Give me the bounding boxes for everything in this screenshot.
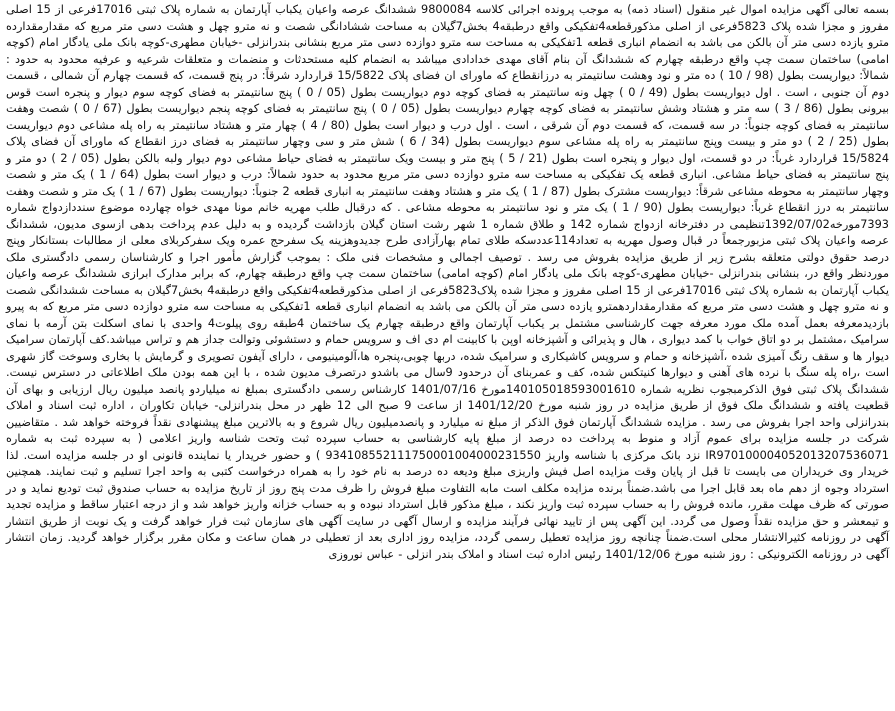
auction-notice-text: بسمه تعالی آگهی مزایده اموال غیر منقول (اسناد ذمه) به موجب پرونده اجرائی کلاسه 9800084 ششدانگ عرصه واعیان یکباب آپارتمان به شماره پلاک ثبتی 17016فرعی از 15 اصلی مفروز و مجزا شده پلاک 5823فرعی از اصلی مذکورقطعه4تفکیکی واقع درطبقه4 بخش7گیلان به مساحت ششادانگی شصت و نه مترو چهل و هشت دسی متر مربع که مقدارمقدارده مترو یازده دسی متر آن بالکن می باشد به انضمام انباری قطعه 1تفکیکی به مساحت سه مترو دوازده دسی متر مربع بنشانی بندرانزلی -خیابان مطهری-کوچه بانک ملی یادگار امام (کوچه امامی) ساختمان سمت چپ واقع درطبقه چهارم که ششدانگ آن بنام آقای مهدی خدادادی میباشد به انضمام کلیه مستحدثات و منضمات و متعلقات شرعیه و عرفیه محدود به حدود : شمالاً: دیواریست بطول (98 / 10 ) ده متر و نود وهشت سانتیمتر به درزانقطاع که ماورای ان فضای پلاک 15/5822 قراردارد شرقاً: در پنج قسمت، که قسمت چهارم آن شمالی ، قسمت دوم آن جنوبی ، است . اول دیواریست بطول (49 / 0 ) چهل ونه سانتیمتر به فضای کوچه دوم دیواریست بطول (05 / 0 ) پنج سانتیمتر به فضای کوچه سوم دیوار و پنجره است قوس بیرونی بطول (86 / 3 ) سه متر و هشتاد وشش سانتیمتر به فضای کوچه چهارم دیواریست بطول (05 / 0 ) پنج سانتیمتر به فضای کوچه پنجم دیواریست بطول (67 / 0 ) شصت وهفت سانتیمتر به فضای کوچه جنوباً: در سه قسمت، که قسمت دوم آن شرقی ، است . اول درب و دیوار است بطول (80 / 4 ) چهار متر و هشتاد سانتیمتر به راه پله مشاعی دوم دیواریست بطول (25 / 2 ) دو متر و بیست وپنج سانتیمتر به راه پله مشاعی سوم دیواریست بطول (34 / 6 ) شش متر و سی وچهار سانتیمتر به فضای درز انقطاع که ماورای آن فضای پلاک 15/5824 قراردارد غرباً: در دو قسمت، اول دیوار و پنجره است بطول (21 / 5 ) پنج متر و بیست ویک سانتیمتر به فضای حیاط مشاعی دوم دیوار ولبه بالکن بطول (05 / 2 ) دو متر و پنج سانتیمتر به فضای حیاط مشاعی. انباری قطعه یک تفکیکی به مساحت سه مترو دوازده دسی متر مربع محدود به حدود شمالاً: درب و دیوار است بطول (64 / 1 ) یک متر و شصت وچهار سانتیمتر به محوطه مشاعی شرقاً: دیواریست مشترک بطول (87 / 1 ) یک متر و هشتاد وهفت سانتیمتر به انباری قطعه 2 جنوباً: دیواریست بطول (67 / 1 ) یک متر و شصت وهفت سانتیمتر به درز انقطاع غرباً: دیواریست بطول (90 / 1 ) یک متر و نود سانتیمتر به محوطه مشاعی . که درقبال طلب مهریه خانم مونا مهدی خواه چهارده موضوع سنددازدواج شماره 7393مورخه1392/07/02تنظیمی در دفترخانه ازدواج شماره 142 و طلاق شماره 1 شهر رشت استان گیلان بازداشت گردیده و به دلیل عدم پرداخت بدهی ازسوی مدیون، ششدانگ عرصه واعیان پلاک ثبتی مزبورجمعاً در قبال وصول مهریه به تعداد114عددسکه طلای تمام بهارآزادی طرح جدیدوهزینه یک سفرحج عمره ویک سفرکربلای معلی از مطالبات بستانکار وپنج درصد حقوق دولتی متعلقه بشرح زیر از طریق مزایده بفروش می رسد . توصیف اجمالی و مشخصات فنی ملک : بموجب گزارش مأمور اجرا و کارشناسان رسمی دادگستری ملک موردنظر واقع در، بنشانی بندرانزلی -خیابان مطهری-کوچه بانک ملی یادگار امام (کوچه امامی) ساختمان سمت چپ واقع درطبقه چهارم، که برابر مدارک ابرازی ششدانگ عرصه واعیان یکباب آپارتمان به شماره پلاک ثبتی 17016فرعی از 15 اصلی مفروز و مجزا شده پلاک5823فرعی از اصلی مذکورقطعه4تفکیکی واقع درطبقه4 بخش7گیلان به مساحت ششدانگی شصت و نه مترو چهل و هشت دسی متر مربع که مقدارمقداردهمترو یازده دسی متر آن بالکن می باشد به انضمام انباری قطعه 1تفکیکی به مساحت سه مترو دوازده دسی متر مربع که به پیرو بازدیدمعرفه بعمل آمده ملک مورد معرفه جهت کارشناسی مشتمل بر یکباب آپارتمان واقع درطبقه چهارم یک ساختمان 4طبقه روی پیلوت4 واحدی با نمای اسکلت بتن آرمه با نمای سرامیک ،مشتمل بر دو اتاق خواب با کمد دیواری ، هال و پذیرائی و آشپزخانه اوپن با کابینت ام دی اف و سرویس حمام و دستشوئی وتوالت جداز هم و تراس میباشد.کف آپارتمان سرامیک دیوار ها و سقف رنگ آمیزی شده ،آشپزخانه و حمام و سرویس کاشیکاری و سرامیک شده، دربها چوبی،پنجره ها،آلومینیومی ، دارای آیفون تصویری و گرمایش با بخاری وسوخت گاز شهری است ،راه پله سنگ با نرده های آهنی و دیوارها کنیتکس شده، کف و عمربنای آن درحدود 9سال می باشدو درتصرف مدیون شده ، با این همه بودن ملک اطلاعاتی در دسترس نیست. ششدانگ پلاک ثبتی فوق الذکرمبجوب نظریه شماره 140105018593001610مورخ 1401/07/16 کارشناس رسمی دادگستری بمبلغ نه میلیاردو پانصد میلیون ریال ارزیابی و بهای آن قطعیت یافته و ششدانگ ملک فوق از طریق مزایده در روز شنبه مورخ 1401/12/20 از ساعت 9 صبح الی 12 ظهر در محل بندرانزلی- خیابان تکاوران ، اداره ثبت اسناد و املاک بندرانزلی واحد اجرا بفروش می رسد . مزایده ششدانگ آپارتمان فوق الذکر از مبلغ نه میلیارد و پانصدمیلیون ریال شروع و به بالاترین مبلغ پیشنهادی نقداً فروخته خواهد شد . متقاضیین شرکت در جلسه مزایده برای عموم آزاد و منوط به پرداخت ده درصد از مبلغ پایه کارشناسی به حساب سپرده ثبت وتحت شناسه واریز اعلامی ( به سپرده ثبت به شماره IR970100004052013207536071 نزد بانک مرکزی با شناسه واریز 934108552111750001004000231550 ) و حضور خریدار یا نماینده قانونی او در جلسه مزایده است. لذا خریدار وی خریداران می بایست تا قبل از پایان وقت مزایده اصل فیش واریزی مبلغ ودیعه ده درصد به نام خود را به همراه درخواست کتبی به واحد اجرا تسلیم و ثبت نمایند. همچنین استرداد وجوه از دهم ماه بعد قابل اجرا می باشد.ضمناً برنده مزایده مکلف است مابه التفاوت مبلغ فروش را ظرف مدت پنج روز از تاریخ مزایده به حساب صندوق ثبت تودیع نماید و در صورتی که ظرف مهلت مقرر، مانده فروش را به حساب سپرده ثبت واریز نکند ، مبلغ مذکور قابل استرداد نبوده و به حساب خزانه واریز خواهد شد و از درجه اعتبار ساقط و مزایده تجدید و تیمعشر و حق مزایده نقداً وصول می گردد. این آگهی پس از تایید نهائی فرآیند مزایده و ارسال آگهی در سایت آگهی های سازمان ثبت فرار خواهد گرفت و یک نوبت از طریق انتشار آگهی در روزنامه کثیرالانتشار محلی است.ضمناً چنانچه روز مزایده تعطیل رسمی گردد، مزایده روز اداری بعد از تعطیلی در همان ساعت و مکان مقرر برگزار خواهد گردید. زمان انتشار آگهی در روزنامه الکترونیکی : روز شنبه مورخ 1401/12/06 رئیس اداره ثبت اسناد و املاک بندر انزلی - عباس نوروزی [6, 3, 890, 561]
